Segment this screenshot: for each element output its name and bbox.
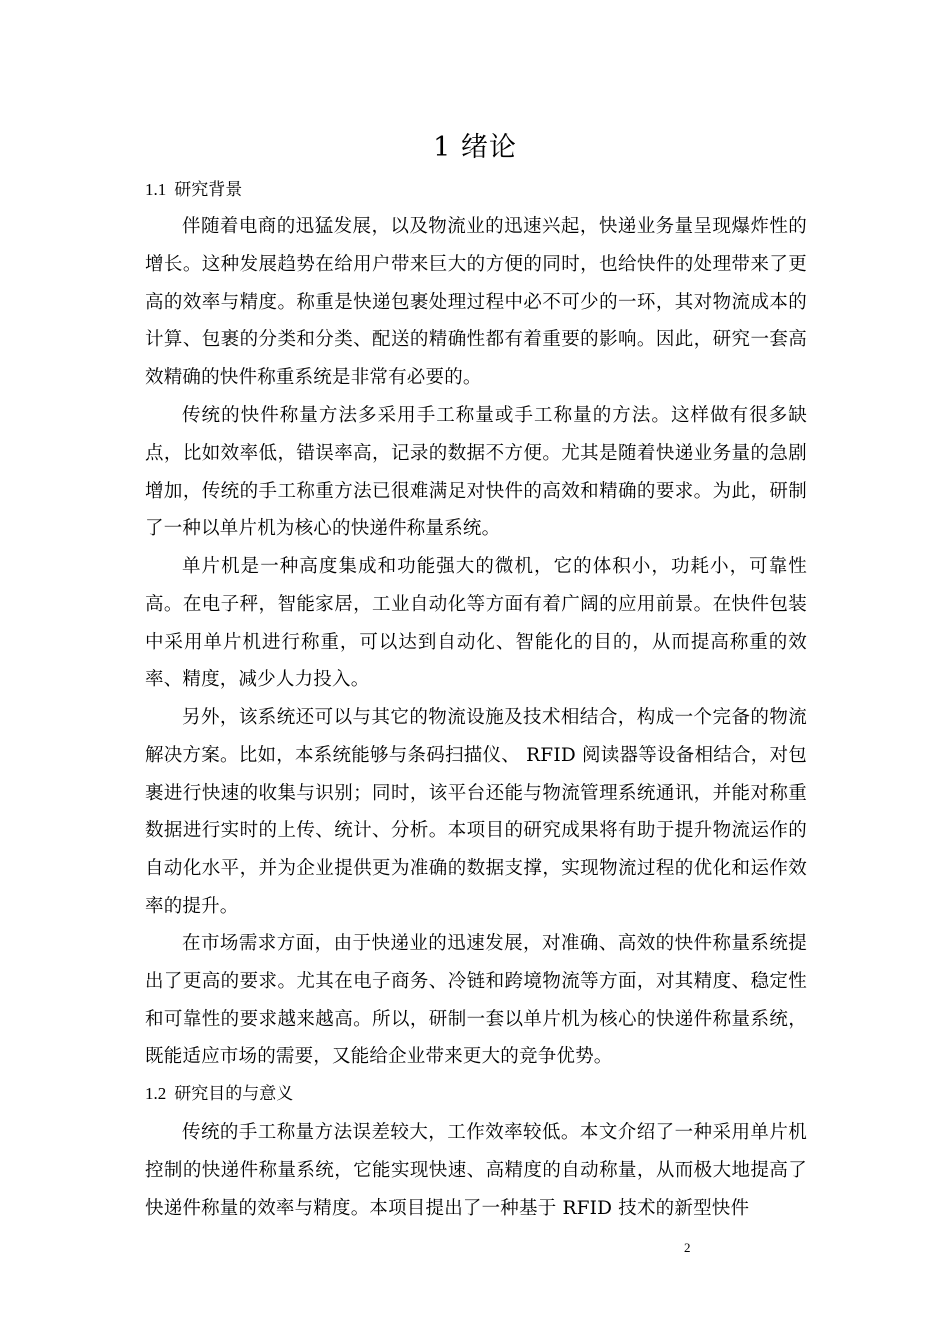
paragraph-background-1: 伴随着电商的迅猛发展，以及物流业的迅速兴起，快递业务量呈现爆炸性的增长。这种发展趋势在给用户带来巨大的方便的同时，也给快件的处理带来了更高的效率与精度。称重是快递包裹处理过程中必不可少的一环，其对物流成本的计算、包裹的分类和分类、配送的精确性都有着重要的影响。因此，研究一套高效精确的快件称重系统是非常有必要的。 [145, 216, 807, 389]
section-title: 研究目的与意义 [174, 1084, 294, 1104]
paragraph-background-5: 在市场需求方面，由于快递业的迅速发展，对准确、高效的快件称量系统提出了更高的要求。尤其在电子商务、冷链和跨境物流等方面，对其精度、稳定性和可靠性的要求越来越高。所以，研制一套以单片机为核心的快递件称量系统，既能适应市场的需要，又能给企业带来更大的竞争优势。 [145, 933, 807, 1068]
paragraph-background-4: 另外，该系统还可以与其它的物流设施及技术相结合，构成一个完备的物流解决方案。比如，本系统能够与条码扫描仪、 RFID 阅读器等设备相结合，对包裹进行快速的收集与识别；同时，该平台还能与物流管理系统通讯，并能对称重数据进行实时的上传、统计、分析。本项目的研究成果将有助于提升物流运作的自动化水平，并为企业提供更为准确的数据支撑，实现物流过程的优化和运作效率的提升。 [145, 707, 807, 917]
paragraph-background-3: 单片机是一种高度集成和功能强大的微机，它的体积小，功耗小，可靠性高。在电子秤，智能家居，工业自动化等方面有着广阔的应用前景。在快件包装中采用单片机进行称重，可以达到自动化、智能化的目的，从而提高称重的效率、精度，减少人力投入。 [145, 556, 807, 691]
paragraph-purpose-1: 传统的手工称量方法误差较大，工作效率较低。本文介绍了一种采用单片机控制的快递件称量系统，它能实现快速、高精度的自动称量，从而极大地提高了快递件称量的效率与精度。本项目提出了一种基于 RFID 技术的新型快件 [145, 1122, 807, 1219]
section-heading-1-2 [145, 1081, 293, 1107]
page-number: 2 [684, 1240, 691, 1255]
section-title: 研究背景 [174, 180, 243, 200]
chapter-title: 1 绪论 [433, 132, 517, 163]
paragraph-background-2: 传统的快件称量方法多采用手工称量或手工称量的方法。这样做有很多缺点，比如效率低，错误率高，记录的数据不方便。尤其是随着快递业务量的急剧增加，传统的手工称重方法已很难满足对快件的高效和精确的要求。为此，研制了一种以单片机为核心的快递件称量系统。 [145, 405, 807, 540]
section-heading-1-1 [145, 177, 242, 203]
section-number: 1.1 [145, 180, 167, 199]
section-number: 1.2 [145, 1084, 167, 1103]
